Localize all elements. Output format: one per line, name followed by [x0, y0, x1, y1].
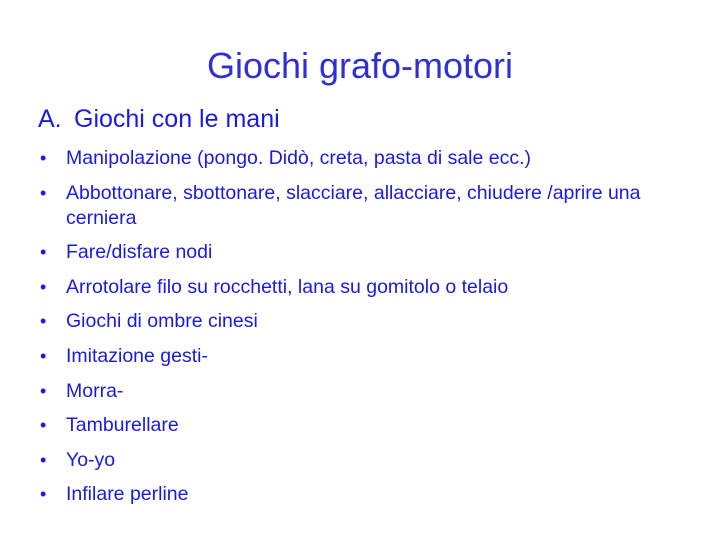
- slide-title: Giochi grafo-motori: [206, 45, 514, 86]
- list-item-text: Tamburellare: [66, 414, 179, 437]
- list-item: [40, 181, 700, 231]
- list-item: [40, 344, 700, 369]
- list-item-text: Yo-yo: [66, 448, 116, 471]
- bullet-icon: •: [40, 148, 47, 168]
- list-item: [40, 482, 700, 507]
- list-item-text: Morra-: [66, 379, 124, 402]
- list-item-text: Imitazione gesti-: [66, 344, 208, 367]
- list-item: [40, 240, 700, 265]
- bullet-icon: •: [40, 242, 47, 263]
- list-item: [40, 146, 700, 171]
- bullet-icon: •: [40, 345, 47, 366]
- bullet-icon: •: [40, 276, 47, 297]
- list-item: [40, 379, 700, 404]
- bullet-icon: •: [40, 484, 47, 505]
- bullet-list: [40, 146, 700, 517]
- list-item: [40, 448, 700, 473]
- list-item: [40, 309, 700, 334]
- list-item-text: Manipolazione (pongo. Didò, creta, pasta di sale ecc.): [66, 147, 532, 169]
- bullet-icon: •: [40, 449, 47, 470]
- section-heading-text: Giochi con le mani: [74, 105, 280, 133]
- bullet-icon: •: [40, 182, 47, 203]
- list-item: [40, 413, 700, 438]
- bullet-icon: •: [40, 311, 47, 332]
- list-item: [40, 275, 700, 300]
- section-heading: [38, 103, 280, 135]
- list-item-text: Infilare perline: [66, 483, 189, 506]
- list-item-text: Giochi di ombre cinesi: [66, 310, 258, 333]
- bullet-icon: •: [40, 380, 47, 401]
- bullet-icon: •: [40, 415, 47, 436]
- list-item-text: Fare/disfare nodi: [66, 241, 213, 264]
- list-item-text: Arrotolare filo su rocchetti, lana su gomitolo o telaio: [66, 275, 509, 298]
- section-marker: A.: [38, 105, 62, 133]
- list-item-text: Abbottonare, sbottonare, slacciare, allacciare, chiudere /aprire una cerniera: [66, 181, 641, 229]
